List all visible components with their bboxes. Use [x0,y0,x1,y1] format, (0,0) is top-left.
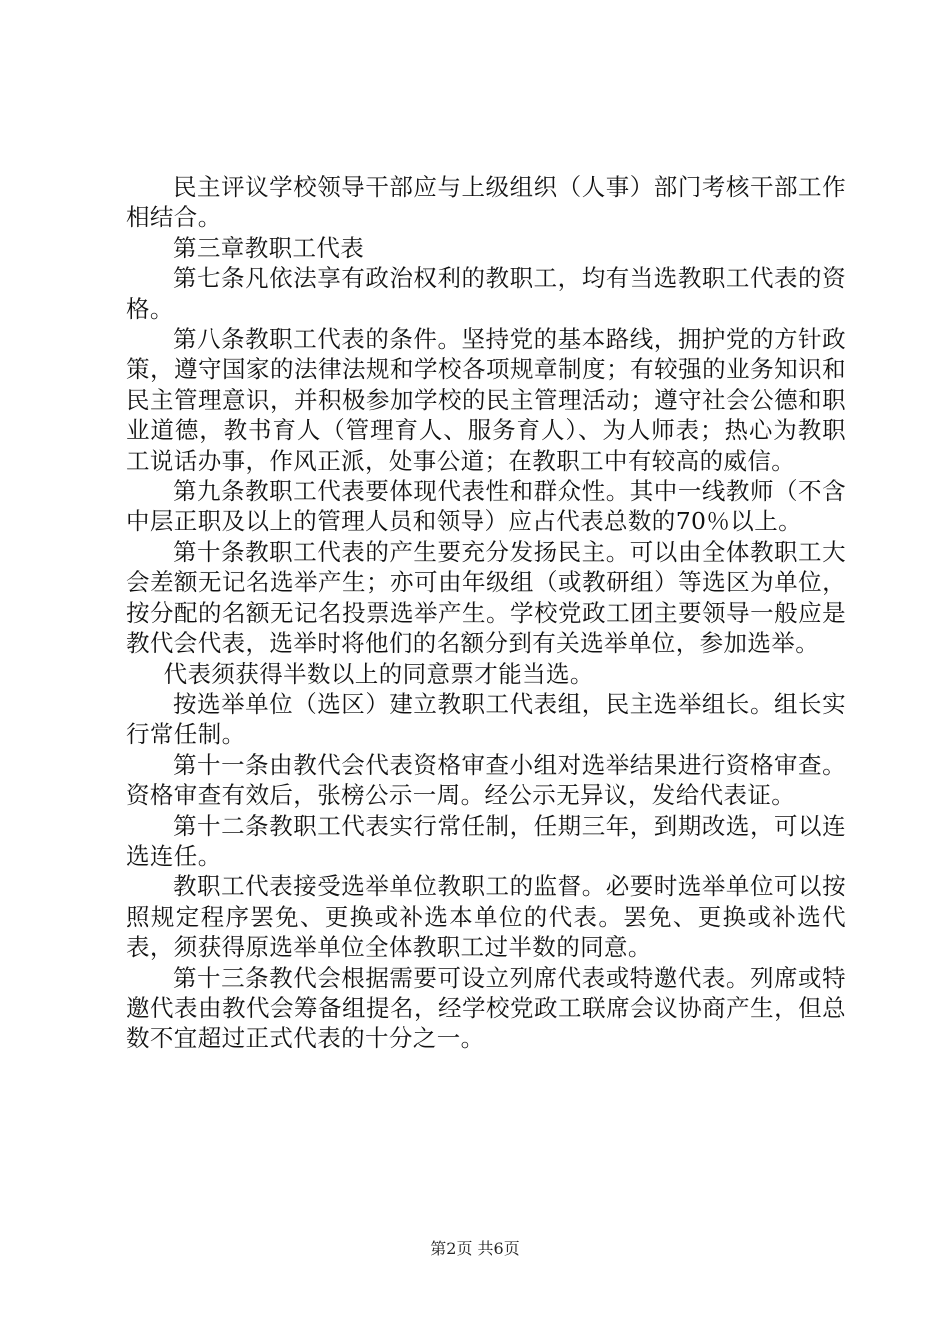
paragraph-majority-vote: 代表须获得半数以上的同意票才能当选。 [163,659,594,688]
article-10: 第十条教职工代表的产生要充分发扬民主。可以由全体教职工大会差额无记名选举产生；亦可由年级组（或教研组）等选区为单位，按分配的名额无记名投票选举产生。学校党政工团主要领导一般应是教代会代表，选举时将他们的名额分到有关选举单位，参加选举。 [126,537,846,658]
article-8: 第八条教职工代表的条件。坚持党的基本路线，拥护党的方针政策，遵守国家的法律法规和学校各项规章制度；有较强的业务知识和民主管理意识，并积极参加学校的民主管理活动；遵守社会公德和职业道德，教书育人（管理育人、服务育人）、为人师表；热心为教职工说话办事，作风正派，处事公道；在教职工中有较高的威信。 [126,325,846,475]
article-12: 第十二条教职工代表实行常任制，任期三年，到期改选，可以连选连任。 [126,811,846,870]
page-number-footer: 第2页 共6页 [430,1239,520,1258]
paragraph-supervision: 教职工代表接受选举单位教职工的监督。必要时选举单位可以按照规定程序罢免、更换或补选本单位的代表。罢免、更换或补选代表，须获得原选举单位全体教职工过半数的同意。 [126,872,846,962]
article-7: 第七条凡依法享有政治权利的教职工，均有当选教职工代表的资格。 [126,264,846,323]
article-13: 第十三条教代会根据需要可设立列席代表或特邀代表。列席或特邀代表由教代会筹备组提名，经学校党政工联席会议协商产生，但总数不宜超过正式代表的十分之一。 [126,963,846,1053]
chapter-heading: 第三章教职工代表 [173,233,365,262]
article-11: 第十一条由教代会代表资格审查小组对选举结果进行资格审查。资格审查有效后，张榜公示一周。经公示无异议，发给代表证。 [126,750,846,810]
document-body [126,172,846,1054]
paragraph-delegate-groups: 按选举单位（选区）建立教职工代表组，民主选举组长。组长实行常任制。 [126,689,846,749]
article-9: 第九条教职工代表要体现代表性和群众性。其中一线教师（不含中层正职及以上的管理人员和领导）应占代表总数的70％以上。 [126,477,846,536]
paragraph-evaluation: 民主评议学校领导干部应与上级组织（人事）部门考核干部工作相结合。 [126,173,846,232]
